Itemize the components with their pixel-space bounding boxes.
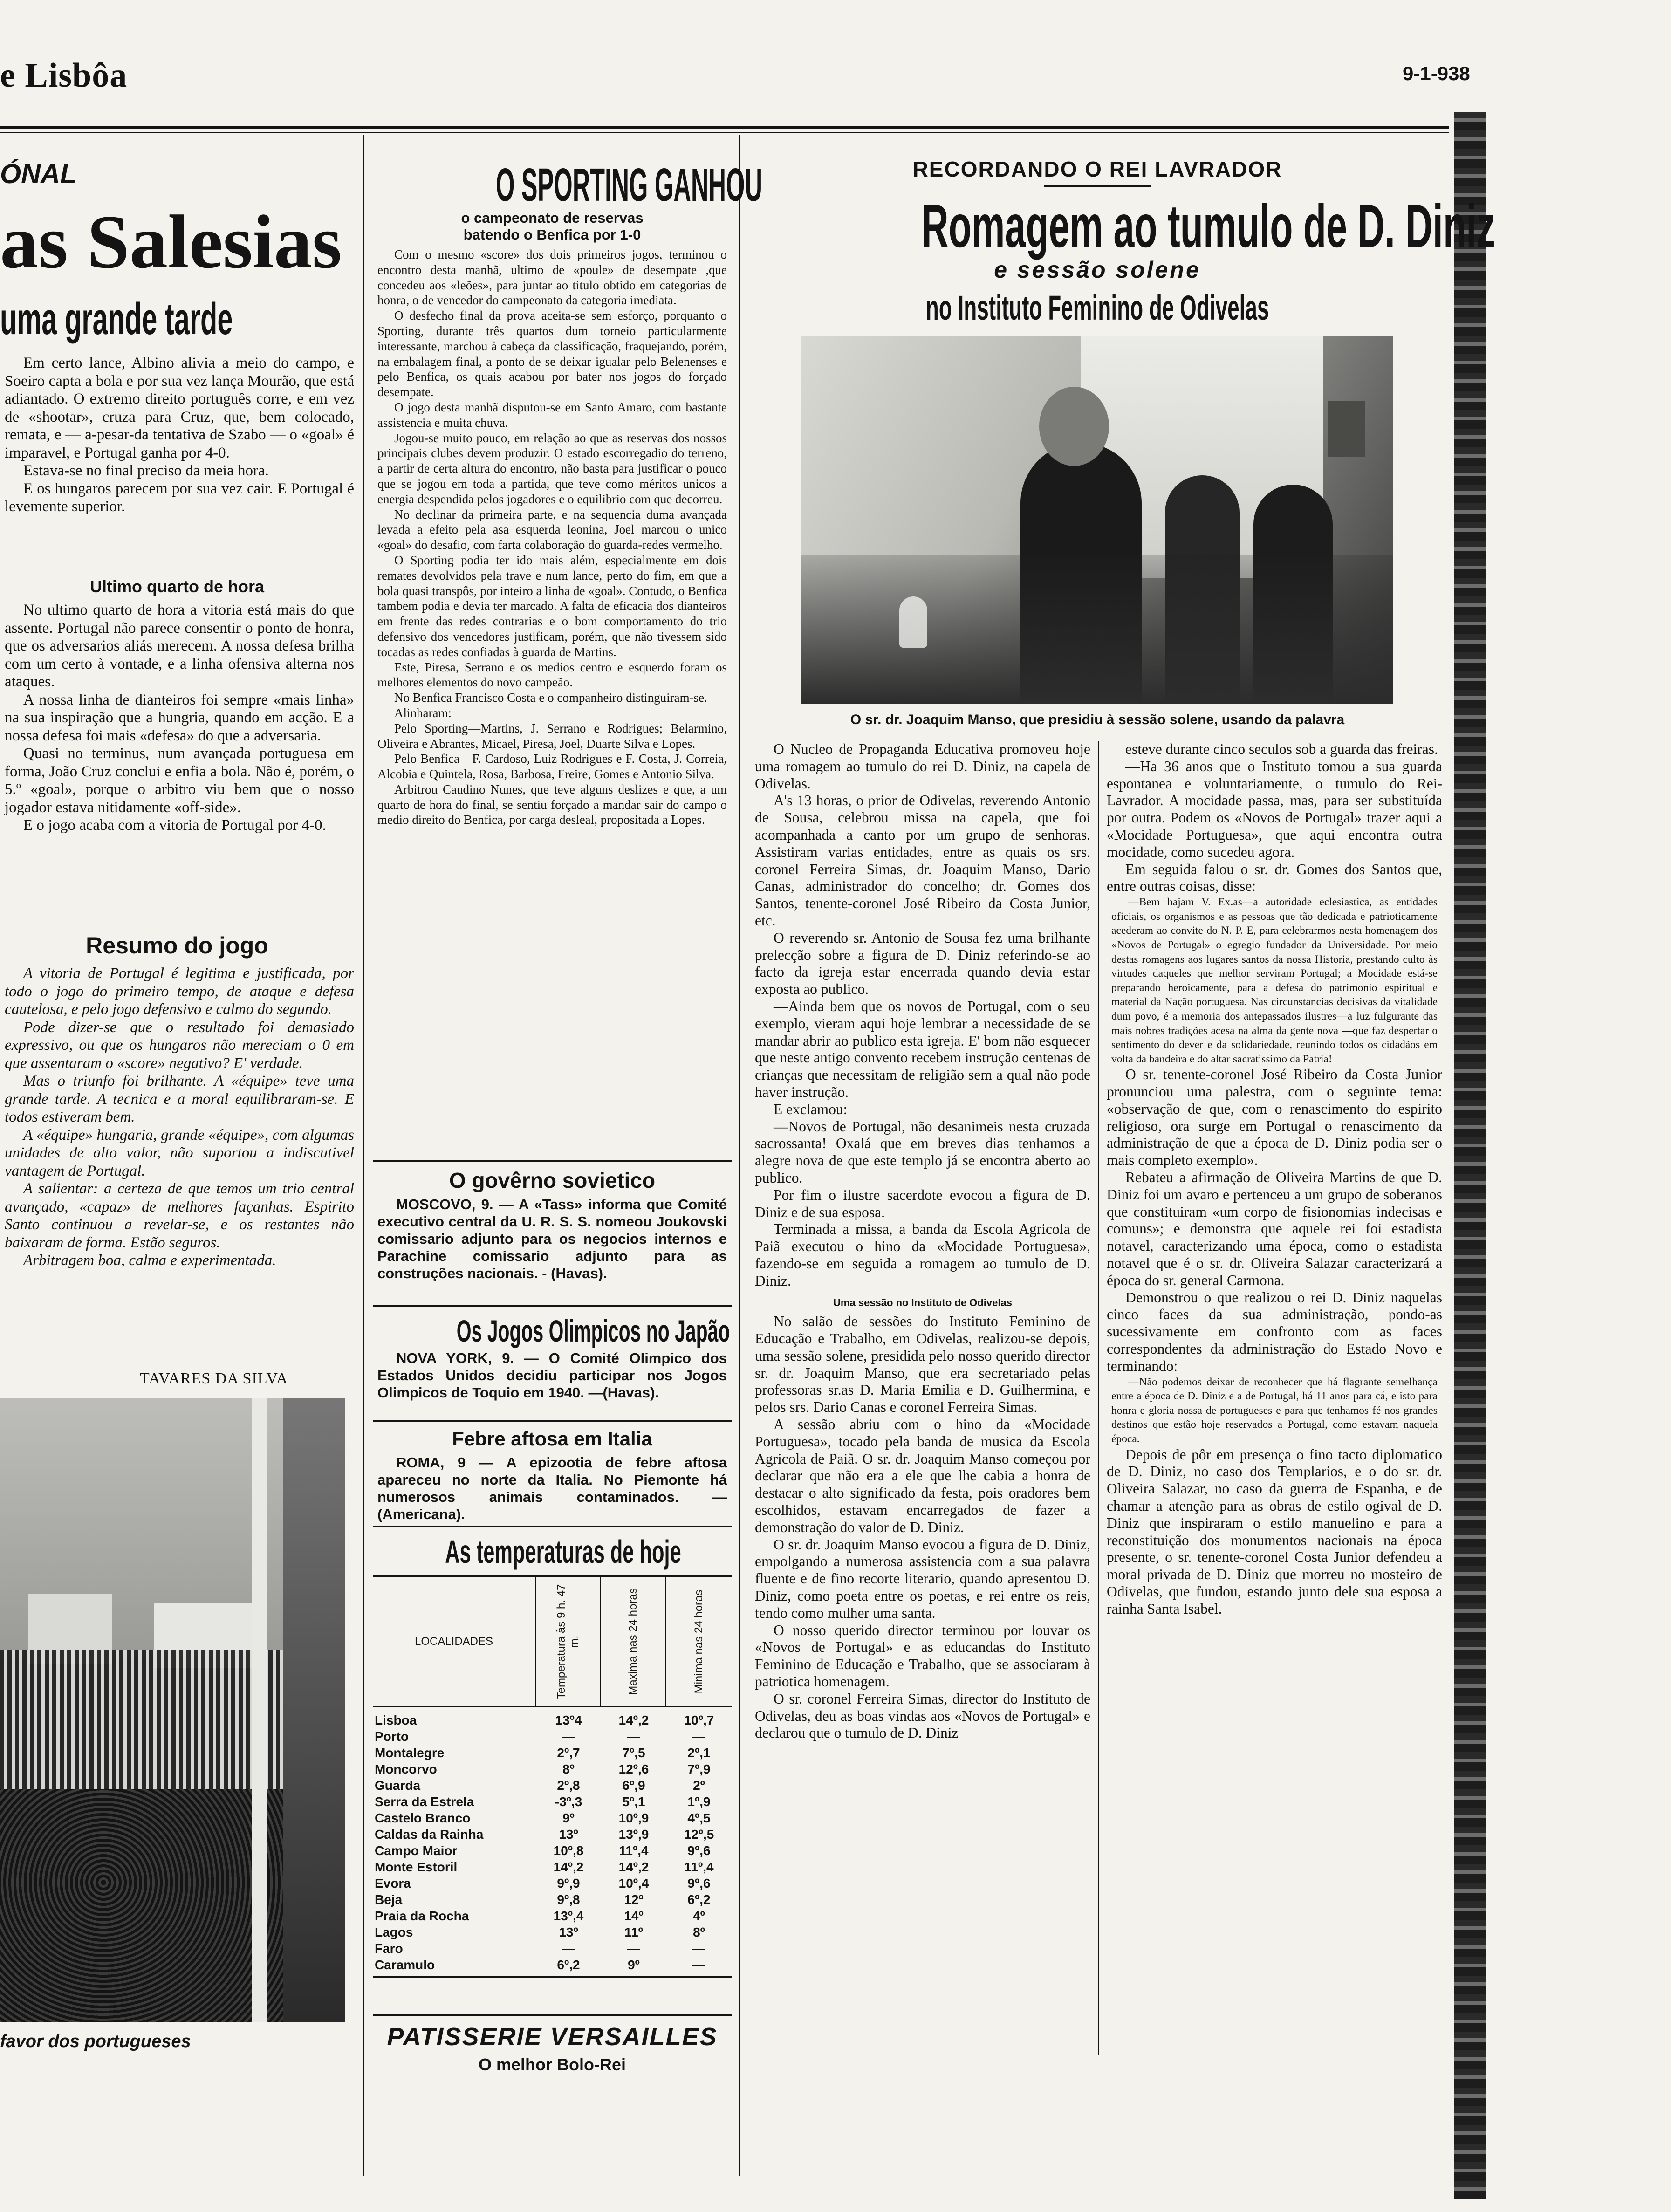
- temp-value: —: [627, 1729, 640, 1744]
- temp-value: 6º,2: [557, 1958, 580, 1972]
- sov-body: [377, 1196, 727, 1282]
- temp-value: 4º: [693, 1909, 705, 1923]
- paragraph: A salientar: a certeza de que temos um trio central avançado, «capaz» de melhores façanhas. Espirito Santo continuou a revelar-se, e os restantes não baixaram de forma. Estão seguros.: [5, 1180, 354, 1251]
- column-1: [0, 140, 354, 2190]
- temp-value: 14º,2: [618, 1860, 649, 1874]
- column-2: [373, 140, 763, 2190]
- temp-value: 13º,4: [553, 1909, 584, 1923]
- temp-row: [373, 1908, 732, 1924]
- col1-body1: [5, 354, 354, 516]
- paragraph: Demonstrou o que realizou o rei D. Diniz naquelas cinco faces da sua administração, pondo-as sucessivamente em confronto com as faces correspondentes da administração do Estado Novo e terminando:: [1107, 1289, 1442, 1374]
- temp-row: [373, 1957, 732, 1973]
- temp-locality: Monte Estoril: [375, 1860, 458, 1874]
- temp-row: [373, 1826, 732, 1842]
- temp-value: 13º,9: [618, 1827, 649, 1842]
- col3-photo-caption: O sr. dr. Joaquim Manso, que presidiu à sessão solene, usando da palavra: [850, 712, 1345, 727]
- paragraph: Arbitragem boa, calma e experimentada.: [23, 1252, 276, 1269]
- temp-locality: Caramulo: [375, 1958, 435, 1972]
- temp-value: 10º,7: [684, 1713, 714, 1727]
- paragraph: A vitoria de Portugal é legitima e justificada, por todo o jogo do primeiro tempo, de ataque e defesa cautelosa, e pelo jogo defensivo e calmo do segundo.: [5, 965, 354, 1018]
- temp-value: 9º,8: [557, 1892, 580, 1907]
- temp-value: 2º,1: [687, 1746, 711, 1760]
- paragraph: Quasi no terminus, num avançada portuguesa em forma, João Cruz conclui e enfia a bola. Não é, porém, o 5.º «goal», porque o arbitro viu bem que o nosso jogador estava nitidamente «off-side».: [5, 745, 354, 816]
- temp-locality: Montalegre: [375, 1746, 445, 1760]
- paragraph: Terminada a missa, a banda da Escola Agricola de Paiã executou o hino da «Mocidade Portuguesa», fazendo-se em seguida a romagem ao tumulo de D. Diniz.: [755, 1221, 1090, 1289]
- febre-body: [377, 1454, 727, 1523]
- paragraph: O sr. coronel Ferreira Simas, director do Instituto de Odivelas, deu as boas vindas aos «Novos de Portugal» e declarou que o tumulo de D. Diniz: [755, 1690, 1090, 1741]
- temp-locality: Guarda: [375, 1778, 421, 1793]
- paragraph: No declinar da primeira parte, e na sequencia duma avançada levada a efeito pela asa esquerda leonina, Joel marcou o unico «goal» do desafio, com farta colaboração do guarda-redes vermelho.: [377, 507, 727, 552]
- col3-subhead-1: e sessão solene: [994, 257, 1201, 283]
- paragraph: esteve durante cinco seculos sob a guarda das freiras.: [1125, 741, 1438, 757]
- paragraph: Jogou-se muito pouco, em relação ao que as reservas dos nossos principais clubes devem produzir. O estado escorregadio do terreno, a partir de certa altura do encontro, não basta para justificar o pouco que se jogou em toda a partida, que teve como méritos unicos a energia despendida pelos jogadores e o equilibrio com que decorreu.: [377, 431, 727, 506]
- col2-subhead-1: o campeonato de reservas: [461, 210, 644, 226]
- temp-row: [373, 1842, 732, 1859]
- paragraph: Este, Piresa, Serrano e os medios centro e esquerdo foram os melhores elementos do novo campeão.: [377, 660, 727, 690]
- paragraph: Por fim o ilustre sacerdote evocou a figura de D. Diniz e de sua esposa.: [755, 1186, 1090, 1220]
- kicker-underline: [1044, 185, 1151, 187]
- col3-subhead-2: no Instituto Feminino de Odivelas: [925, 288, 1269, 327]
- olympics-body: [377, 1349, 727, 1401]
- col3-right-body: [1107, 741, 1442, 1618]
- paragraph: O sr. tenente-coronel José Ribeiro da Costa Junior pronunciou uma palestra, com o seguinte tema: «observação de que, com o renascimento do espirito religioso, ora surge em Portugal o renascimento da administração de que a época de D. Diniz podia ser o mais completo exemplo».: [1107, 1066, 1442, 1169]
- col2-headline: O SPORTING GANHOU: [496, 159, 763, 211]
- paragraph: —Novos de Portugal, não desanimeis nesta cruzada sacrossanta! Oxalá que em breves dias tenhamos a alegre nova de que este templo já se encontra aberto ao publico.: [755, 1118, 1090, 1186]
- temp-row: [373, 1940, 732, 1957]
- temp-value: 14º: [624, 1909, 644, 1923]
- column-rule-1: [363, 135, 364, 2176]
- temp-value: -3º,3: [555, 1794, 582, 1809]
- col1-resumo-heading: Resumo do jogo: [86, 932, 268, 959]
- paragraph: A «équipe» hungaria, grande «équipe», com algumas unidades de alto valor, não suportou a indiscutivel vantagem de Portugal.: [5, 1126, 354, 1179]
- paragraph: Em certo lance, Albino alivia a meio do campo, e Soeiro capta a bola e por sua vez lança Mourão, que está adiantado. O extremo direito português corre, e em vez de «shootar», cruza para Cruz, que, bem colocado, remata, e — a-pesar-da tentativa de Szabo — o «goal» é imparavel, e Portugal ganha por 4-0.: [5, 355, 354, 461]
- temp-value: 12º: [624, 1892, 644, 1907]
- paragraph: —Ainda bem que os novos de Portugal, com o seu exemplo, vieram aqui hoje lembrar a necessidade de se mandar abrir ao publico esta igreja. E' bom não esquecer que neste antigo convento recebem instrução centenas de crianças que necessitam de religião sem a qual não pode haver instrução.: [755, 998, 1090, 1100]
- paragraph: E os hungaros parecem por sua vez cair. E Portugal é levemente superior.: [5, 480, 354, 515]
- col1-body2: [5, 601, 354, 835]
- paragraph: Estava-se no final preciso da meia hora.: [23, 462, 269, 479]
- temp-value: —: [627, 1941, 640, 1956]
- temp-value: 13º: [559, 1925, 578, 1939]
- session-photo: [801, 336, 1393, 704]
- col1-section-heading: Ultimo quarto de hora: [89, 577, 264, 596]
- column-3: [746, 140, 1495, 2190]
- temp-title: As temperaturas de hoje: [445, 1534, 681, 1570]
- temp-value: 1º,9: [687, 1794, 711, 1809]
- temp-row: [373, 1924, 732, 1940]
- temp-header-locality: LOCALIDADES: [373, 1577, 536, 1706]
- col3-left-body: [755, 741, 1090, 1742]
- temp-value: 9º: [628, 1958, 640, 1972]
- temp-locality: Serra da Estrela: [375, 1794, 474, 1809]
- ad-subtitle: O melhor Bolo-Rei: [478, 2055, 626, 2074]
- col1-photo-caption: favor dos portugueses: [0, 2032, 191, 2051]
- temp-table-body: [373, 1707, 732, 1976]
- masthead-paper: e Lisbôa: [0, 56, 128, 95]
- temp-value: 9º: [562, 1811, 575, 1825]
- temperature-table: [373, 1575, 732, 1978]
- temp-locality: Beja: [375, 1892, 403, 1907]
- paragraph: Arbitrou Caudino Nunes, que teve alguns deslizes e que, a um quarto de hora do final, se sentiu forçado a mandar sair do campo o medio direito do Benfica, por carga desleal, propositada a Lopes.: [377, 782, 727, 827]
- col1-subhead: uma grande tarde: [0, 294, 233, 344]
- temp-row: [373, 1875, 732, 1891]
- temp-locality: Caldas da Rainha: [375, 1827, 484, 1842]
- col2-divider: [373, 1160, 732, 1162]
- temp-value: —: [692, 1958, 705, 1972]
- paragraph: Alinharam:: [394, 705, 452, 720]
- paragraph: —Não podemos deixar de reconhecer que há flagrante semelhança entre a época de D. Diniz e a de Portugal, há 11 anos para cá, e isto para honra e gloria nossa de portugueses e para que tenhamos fé nos grandes destinos que estão hoje reservados a Portugal, como estavam naquela época.: [1111, 1376, 1438, 1445]
- temp-value: 12º,6: [618, 1762, 649, 1776]
- temp-value: 6º,2: [687, 1892, 711, 1907]
- temp-locality: Moncorvo: [375, 1762, 437, 1776]
- column-rule-2: [739, 135, 740, 2176]
- temp-value: 6º,9: [622, 1778, 645, 1793]
- paragraph: Pode dizer-se que o resultado foi demasiado expressivo, ou que os hungaros não mereciam o 0 em que assentaram o «score» negativo? E' verdade.: [5, 1019, 354, 1072]
- temp-row: [373, 1728, 732, 1745]
- temp-value: 2º,7: [557, 1746, 580, 1760]
- paragraph: A's 13 horas, o prior de Odivelas, reverendo Antonio de Sousa, celebrou missa na capela, que foi acompanhada a canto por um grupo de senhoras. Assistiram varias entidades, entre as quais os srs. coronel Ferreira Simas, dr. Joaquim Manso, Dario Canas, administrador do concelho; dr. Gomes dos Santos, tenente-coronel José Ribeiro da Costa Junior, etc.: [755, 792, 1090, 929]
- temp-row: [373, 1761, 732, 1777]
- temp-row: [373, 1810, 732, 1826]
- temp-locality: Evora: [375, 1876, 411, 1890]
- temp-value: 10º,9: [618, 1811, 649, 1825]
- temp-value: 4º,5: [687, 1811, 711, 1825]
- temp-locality: Porto: [375, 1729, 409, 1744]
- paragraph: A nossa linha de dianteiros foi sempre «mais linha» na sua inspiração que a hungria, quando em acção. E a nossa defesa foi mais «defesa» do que a adversaria.: [5, 691, 354, 744]
- stadium-photo: [0, 1398, 345, 2022]
- paragraph: O reverendo sr. Antonio de Sousa fez uma brilhante prelecção sobre a figura de D. Diniz referindo-se ao facto da igreja estar encerrada quando devia estar exposta ao publico.: [755, 929, 1090, 998]
- temp-value: 10º,8: [553, 1843, 584, 1858]
- col2-body: [377, 247, 727, 828]
- col1-headline: as Salesias: [0, 200, 342, 284]
- paragraph: —Ha 36 anos que o Instituto tomou a sua guarda espontanea e voluntariamente, o tumulo do Rei-Lavrador. A mocidade passa, mas, para ser substituída por outra. Podem os «Novos de Portugal» trazer aqui a «Mocidade Portuguesa», que aqui encontra outra mocidade, como sucedeu agora.: [1107, 758, 1442, 860]
- temp-value: 11º,4: [684, 1860, 714, 1874]
- temp-header-max: Maxima nas 24 horas: [627, 1588, 639, 1695]
- paragraph: O desfecho final da prova aceita-se sem esforço, porquanto o Sporting, durante três quartos dum torneio particularmente interessante, marchou à cabeça da classificação, fraquejando, porém, na embalagem final, a ponto de se deixar igualar pelo Belenenses e pelo Benfica, os quais acabou por bater nos jogos do forçado desempate.: [377, 308, 727, 399]
- masthead-rule-thin: [0, 132, 1449, 133]
- col2-divider: [373, 1420, 732, 1422]
- olympics-title: Os Jogos Olimpicos no Japão: [456, 1314, 730, 1348]
- temp-value: 7º,9: [687, 1762, 711, 1776]
- temp-header-min: Minima nas 24 horas: [692, 1589, 705, 1694]
- temp-locality: Praia da Rocha: [375, 1909, 469, 1923]
- temp-value: —: [562, 1941, 575, 1956]
- temp-value: 13º4: [555, 1713, 582, 1727]
- paragraph: Pelo Benfica—F. Cardoso, Luiz Rodrigues e F. Costa, J. Correia, Alcobia e Quintela, Rosa, Barbosa, Freire, Gomes e Antonio Silva.: [377, 752, 727, 781]
- temp-locality: Lagos: [375, 1925, 413, 1939]
- paragraph: MOSCOVO, 9. — A «Tass» informa que Comité executivo central da U. R. S. S. nomeou Joukovski comissario adjunto para os negocios internos e Parachine comissario adjunto para as construções nacionais. - (Havas).: [377, 1196, 727, 1281]
- temp-value: 7º,5: [622, 1746, 645, 1760]
- col2-divider: [373, 1305, 732, 1307]
- temp-value: —: [692, 1729, 705, 1744]
- paragraph: O Sporting podia ter ido mais além, especialmente em dois remates devolvidos pela trave e num lance, perto do fim, em que a bola quasi transpôs, por inteiro a linha de «goal». Contudo, o Benfica tambem podia e devia ter marcado. A falta de eficacia dos dianteiros em frente das redes contrarias e o bom comportamento do trio defensivo dos vencedores justificam, porém, que não tivessem sido tocadas as redes confiadas à guarda de Martins.: [377, 553, 727, 659]
- col3-inner-rule: [1098, 741, 1099, 2055]
- paragraph: No ultimo quarto de hora a vitoria está mais do que assente. Portugal não parece consentir o ponto de honra, que os adversarios aliás merecem. A nossa defesa brilha com um certo à vontade, e a linha ofensiva alterna nos ataques.: [5, 602, 354, 690]
- temp-value: 5º,1: [622, 1794, 645, 1809]
- temp-row: [373, 1777, 732, 1794]
- paragraph: No Benfica Francisco Costa e o companheiro distinguiram-se.: [394, 691, 707, 705]
- paragraph: NOVA YORK, 9. — O Comité Olimpico dos Estados Unidos decidiu participar nos Jogos Olimpicos de Toquio em 1940. —(Havas).: [377, 1350, 727, 1401]
- temp-row: [373, 1745, 732, 1761]
- paragraph: E o jogo acaba com a vitoria de Portugal por 4-0.: [23, 817, 326, 834]
- temp-locality: Castelo Branco: [375, 1811, 471, 1825]
- temp-locality: Campo Maior: [375, 1843, 458, 1858]
- ad-title: PATISSERIE VERSAILLES: [387, 2023, 718, 2051]
- temp-row: [373, 1794, 732, 1810]
- temp-value: 9º,9: [557, 1876, 580, 1890]
- paragraph: Em seguida falou o sr. dr. Gomes dos Santos que, entre outras coisas, disse:: [1107, 861, 1442, 895]
- paragraph: ROMA, 9 — A epizootia de febre aftosa apareceu no norte da Italia. No Piemonte há numerosos animais contaminados. — (Americana).: [377, 1454, 727, 1522]
- temp-value: 2º: [693, 1778, 705, 1793]
- col3-left-section: Uma sessão no Instituto de Odivelas: [833, 1296, 1012, 1308]
- paragraph: A sessão abriu com o hino da «Mocidade Portuguesa», tocado pela banda de musica da Escola Agricola de Paiã. O sr. dr. Joaquim Manso começou por declarar que não era a ele que lhe cabia a honra de destacar o alto significado da festa, pois oradores bem escolhidos, estavam encarregados de fazer a demonstração do valor de D. Diniz.: [755, 1416, 1090, 1535]
- temp-value: 11º: [624, 1925, 643, 1939]
- temp-value: 14º,2: [553, 1860, 584, 1874]
- paragraph: Depois de pôr em presença o fino tacto diplomatico de D. Diniz, no caso dos Templarios, e o do sr. dr. Oliveira Salazar, no caso da guerra de Espanha, e de chamar a atenção para as obras de estilo ogival de D. Diniz que inspiraram o estilo manuelino e para a reconstituição dos monumentos nacionais na época presente, o sr. tenente-coronel Costa Junior defendeu a moral privada de D. Diniz que morreu no mosteiro de Odivelas, que fundou, estando junto dele sua esposa a rainha Santa Isabel.: [1107, 1446, 1442, 1617]
- temp-value: 9º,6: [687, 1876, 711, 1890]
- temp-locality: Lisboa: [375, 1713, 417, 1727]
- temp-value: 12º,5: [684, 1827, 714, 1842]
- temp-row: [373, 1859, 732, 1875]
- col2-subhead-2: batendo o Benfica por 1-0: [463, 226, 641, 243]
- temp-row: [373, 1891, 732, 1908]
- temp-value: 13º: [559, 1827, 578, 1842]
- masthead-rule: [0, 126, 1449, 129]
- scan-edge: [1454, 112, 1486, 2199]
- temp-value: 2º,8: [557, 1778, 580, 1793]
- temp-value: —: [562, 1729, 575, 1744]
- temp-value: 9º,6: [687, 1843, 711, 1858]
- paragraph: —Bem hajam V. Ex.as—a autoridade eclesiastica, as entidades oficiais, os organismos e as pessoas que tão dedicada e patrioticamente acederam ao convite do N. P. E, para celebrarmos nesta homenagem dos «Novos de Portugal» o egregio fundador da Universidade. Por meio destas romagens aos lugares santos da nossa Historia, prestando culto às virtudes daqueles que melhor serviram Portugal; a Mocidade está-se preparando heroicamente, para a defesa do patrimonio espiritual e material da Nação portuguesa. Nas circunstancias decisivas da vitalidade dum povo, é a memoria dos antepassados ilustres—a luz fulgurante das mais nobres tradições acesa na alma da gente nova —que faz despertar o sentimento do dever e da solidariedade, reunindo todos os cidadãos em volta da bandeira e do altar sacratissimo da Patria!: [1111, 896, 1438, 1065]
- febre-title: Febre aftosa em Italia: [452, 1428, 652, 1450]
- masthead-date: 9-1-938: [1403, 62, 1470, 84]
- col1-kicker: ÓNAL: [0, 159, 77, 189]
- col1-summary: [5, 965, 354, 1270]
- paragraph: E exclamou:: [774, 1101, 848, 1117]
- paragraph: O jogo desta manhã disputou-se em Santo Amaro, com bastante assistencia e muita chuva.: [377, 400, 727, 430]
- paragraph: O nosso querido director terminou por louvar os «Novos de Portugal» e as educandas do Instituto Feminino de Educação e Trabalho, que se associaram à patriotica homenagem.: [755, 1622, 1090, 1690]
- paragraph: O Nucleo de Propaganda Educativa promoveu hoje uma romagem ao tumulo do rei D. Diniz, na capela de Odivelas.: [755, 741, 1090, 792]
- col3-kicker: RECORDANDO O REI LAVRADOR: [912, 157, 1282, 181]
- paragraph: Rebateu a afirmação de Oliveira Martins de que D. Diniz foi um avaro e pertenceu a um grupo de soberanos que constituiram «um corpo de fisionomias indecisas e comuns»; e demonstra que aquele rei foi estadista notavel, caracterizando uma época, como o estadista notavel que é o sr. dr. Oliveira Salazar caracterizará a época do sr. general Carmona.: [1107, 1169, 1442, 1288]
- col3-headline: Romagem ao tumulo de D. Diniz: [921, 192, 1495, 260]
- temp-value: —: [692, 1941, 705, 1956]
- temp-locality: Faro: [375, 1941, 403, 1956]
- temp-header-current: Temperatura às 9 h. 47 m.: [555, 1584, 581, 1699]
- paragraph: No salão de sessões do Instituto Feminino de Educação e Trabalho, em Odivelas, realizou-se depois, uma sessão solene, presidida pelo nosso querido director sr. dr. Joaquim Manso, que era secretariado pelas professoras sr.as D. Maria Emilia e D. Guilhermina, e pelos srs. Dario Canas e coronel Ferreira Simas.: [755, 1313, 1090, 1416]
- temp-value: 11º,4: [619, 1843, 649, 1858]
- paragraph: Mas o triunfo foi brilhante. A «équipe» teve uma grande tarde. A tecnica e a moral equilibraram-se. E todos estiveram bem.: [5, 1073, 354, 1125]
- sov-title: O govêrno sovietico: [449, 1168, 656, 1192]
- temp-row: [373, 1712, 732, 1728]
- temp-value: 14º,2: [618, 1713, 649, 1727]
- temp-value: 8º: [693, 1925, 705, 1939]
- col3-quote-1: [1107, 895, 1442, 1066]
- col1-byline: TAVARES DA SILVA: [140, 1370, 288, 1387]
- temp-value: 8º: [562, 1762, 575, 1776]
- paragraph: O sr. dr. Joaquim Manso evocou a figura de D. Diniz, empolgando a numerosa assistencia com a sua palavra fluente e de fino recorte literario, quando apresentou D. Diniz, como poeta entre os poetas, e rei entre os reis, tendo como mulher uma santa.: [755, 1536, 1090, 1621]
- col2-divider: [373, 2014, 732, 2016]
- paragraph: Com o mesmo «score» dos dois primeiros jogos, terminou o encontro desta manhã, ultimo de «poule» de desempate ,que concedeu aos «leões», para juntar ao titulo obtido em categorias de honra, o de vencedor do campeonato da categoria imediata.: [377, 247, 727, 308]
- paragraph: Pelo Sporting—Martins, J. Serrano e Rodrigues; Belarmino, Oliveira e Abrantes, Micael, Piresa, Joel, Duarte Silva e Lopes.: [377, 721, 727, 751]
- col3-quote-2: [1107, 1375, 1442, 1446]
- col2-divider: [373, 1526, 732, 1527]
- temp-value: 10º,4: [618, 1876, 649, 1890]
